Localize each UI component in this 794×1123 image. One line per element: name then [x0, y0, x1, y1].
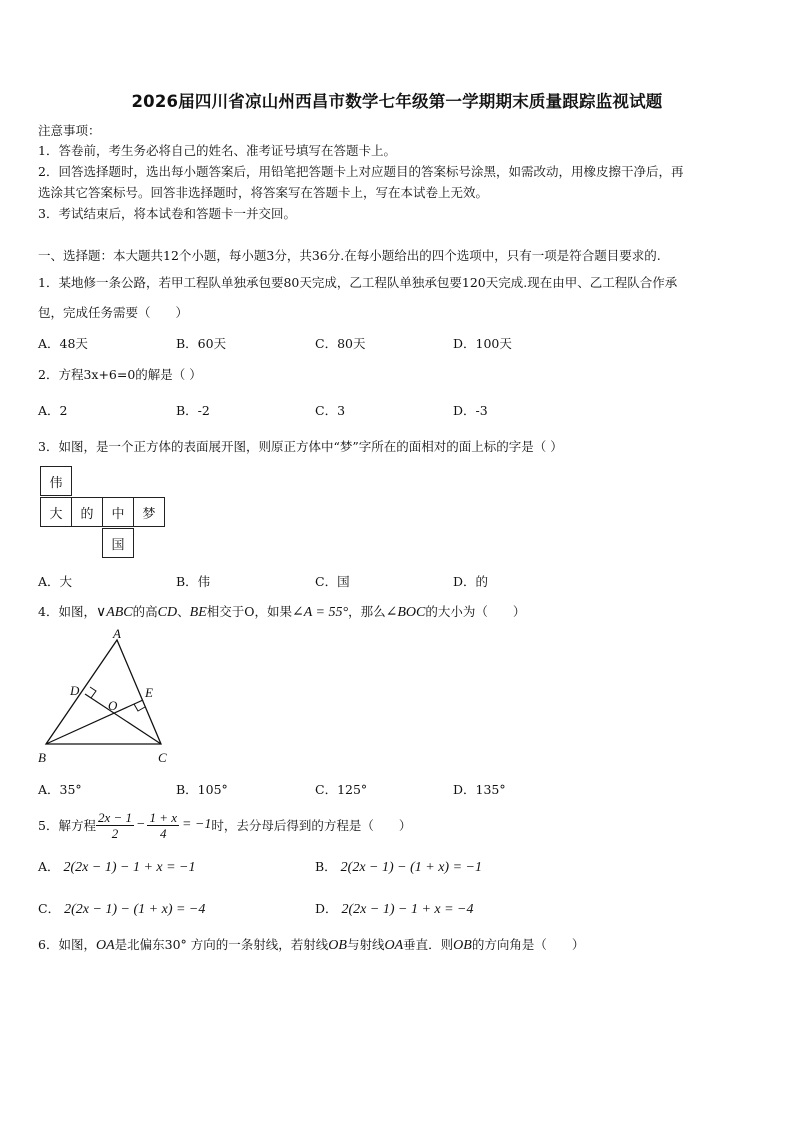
stem-text: 、 [177, 604, 190, 619]
stem-text: 时，去分母后得到的方程是（ ） [211, 818, 412, 833]
fraction-denominator: 2 [111, 825, 119, 841]
option-equation: 2(2x − 1) − 1 + x = −1 [63, 860, 196, 875]
label-e: E [145, 685, 153, 700]
question-6-stem [38, 935, 584, 954]
q2-option-a: A．2 [38, 403, 68, 418]
q3-option-a: A．大 [38, 574, 73, 589]
q1-option-d: D．100天 [453, 336, 512, 351]
q3-option-c: C．国 [315, 574, 350, 589]
question-4-stem [38, 602, 525, 621]
stem-text: 是北偏东30° 方向的一条射线，若射线 [114, 937, 329, 952]
option-equation: 2(2x − 1) − 1 + x = −4 [341, 902, 474, 917]
triangle-symbol: ∨ABC [95, 605, 133, 620]
stem-text: 的高 [132, 604, 158, 619]
segment-cd: CD [157, 605, 178, 620]
right-angle-mark-e [134, 704, 145, 711]
q5-option-a [38, 857, 196, 876]
stem-text: 5．解方程 [38, 818, 96, 833]
stem-text: 的大小为（ ） [425, 604, 526, 619]
option-equation: 2(2x − 1) − (1 + x) = −1 [340, 860, 482, 875]
q1-option-a: A．48天 [38, 336, 88, 351]
question-1-stem-cont: 包，完成任务需要（ ） [38, 305, 189, 320]
net-face-top: 伟 [40, 466, 72, 496]
q4-option-b: B．105° [176, 782, 228, 797]
net-face: 梦 [133, 497, 165, 527]
q5-option-d [315, 899, 474, 918]
label-b: B [38, 750, 46, 765]
net-face: 中 [102, 497, 134, 527]
stem-text: 相交于O，如果 [206, 604, 292, 619]
fraction-numerator: 1 + x [149, 809, 177, 825]
note-item: 2．回答选择题时，选出每小题答案后，用铅笔把答题卡上对应题目的答案标号涂黑，如需改动，用橡皮擦干净后，再 [38, 164, 684, 179]
note-item: 1．答卷前，考生务必将自己的姓名、准考证号填写在答题卡上。 [38, 143, 396, 158]
ray-ob: OB [328, 938, 347, 953]
altitude-cd [85, 694, 161, 744]
triangle-figure [30, 628, 180, 770]
q1-option-c: C．80天 [315, 336, 366, 351]
q2-option-c: C．3 [315, 403, 346, 418]
option-label: B． [315, 859, 337, 874]
q4-option-a: A．35° [38, 782, 82, 797]
option-label: C． [38, 901, 61, 916]
fraction-denominator: 4 [159, 825, 167, 841]
page-title: 2026届四川省凉山州西昌市数学七年级第一学期期末质量跟踪监视试题 [131, 92, 663, 111]
question-3-stem: 3．如图，是一个正方体的表面展开图，则原正方体中“梦”字所在的面相对的面上标的字是（ ） [38, 439, 563, 454]
option-label: A． [38, 859, 60, 874]
section-heading: 一、选择题：本大题共12个小题，每小题3分，共36分.在每小题给出的四个选项中，只有一项是符合题目要求的. [38, 248, 661, 263]
label-o: O [108, 698, 118, 713]
equation-rhs: = −1 [182, 817, 212, 832]
q4-option-c: C．125° [315, 782, 368, 797]
angle-boc: ∠BOC [385, 605, 426, 620]
q4-option-d: D．135° [453, 782, 506, 797]
stem-text: 的方向角是（ ） [471, 937, 585, 952]
q5-option-c [38, 899, 205, 918]
label-d: D [70, 683, 80, 698]
net-face-bottom: 国 [102, 528, 134, 558]
stem-text: 与射线 [346, 937, 385, 952]
right-angle-mark-d [90, 687, 96, 698]
q2-option-d: D．-3 [453, 403, 488, 418]
question-5-stem [38, 807, 411, 843]
note-item: 选涂其它答案标号。回答非选择题时，将答案写在答题卡上，写在本试卷上无效。 [38, 185, 489, 200]
question-1-stem: 1．某地修一条公路，若甲工程队单独承包要80天完成，乙工程队单独承包要120天完成.现在由甲、乙工程队合作承 [38, 275, 678, 290]
fraction-1 [96, 810, 134, 841]
stem-text: 6．如图， [38, 937, 96, 952]
label-c: C [158, 750, 167, 765]
fraction-2 [147, 810, 179, 841]
option-label: D． [315, 901, 338, 916]
stem-text: ，那么 [348, 604, 386, 619]
q3-option-b: B．伟 [176, 574, 211, 589]
stem-text: 垂直．则 [403, 937, 454, 952]
angle-a: ∠A = 55° [292, 605, 349, 620]
ray-ob: OB [453, 938, 472, 953]
ray-oa: OA [95, 938, 115, 953]
label-a: A [113, 628, 121, 641]
stem-text: 4．如图， [38, 604, 96, 619]
notes-heading: 注意事项： [38, 123, 101, 138]
segment-be: BE [189, 605, 207, 620]
question-2-stem: 2．方程3x+6=0的解是（ ） [38, 367, 202, 382]
q3-option-d: D．的 [453, 574, 489, 589]
fraction-numerator: 2x − 1 [97, 809, 132, 825]
note-item: 3．考试结束后，将本试卷和答题卡一并交回。 [38, 206, 296, 221]
net-face: 的 [71, 497, 103, 527]
q5-option-b [315, 857, 482, 876]
triangle-abc [46, 640, 161, 744]
option-equation: 2(2x − 1) − (1 + x) = −4 [64, 902, 206, 917]
q2-option-b: B．-2 [176, 403, 210, 418]
net-face: 大 [40, 497, 72, 527]
q1-option-b: B．60天 [176, 336, 227, 351]
minus-sign: − [136, 817, 146, 832]
ray-oa: OA [384, 938, 404, 953]
